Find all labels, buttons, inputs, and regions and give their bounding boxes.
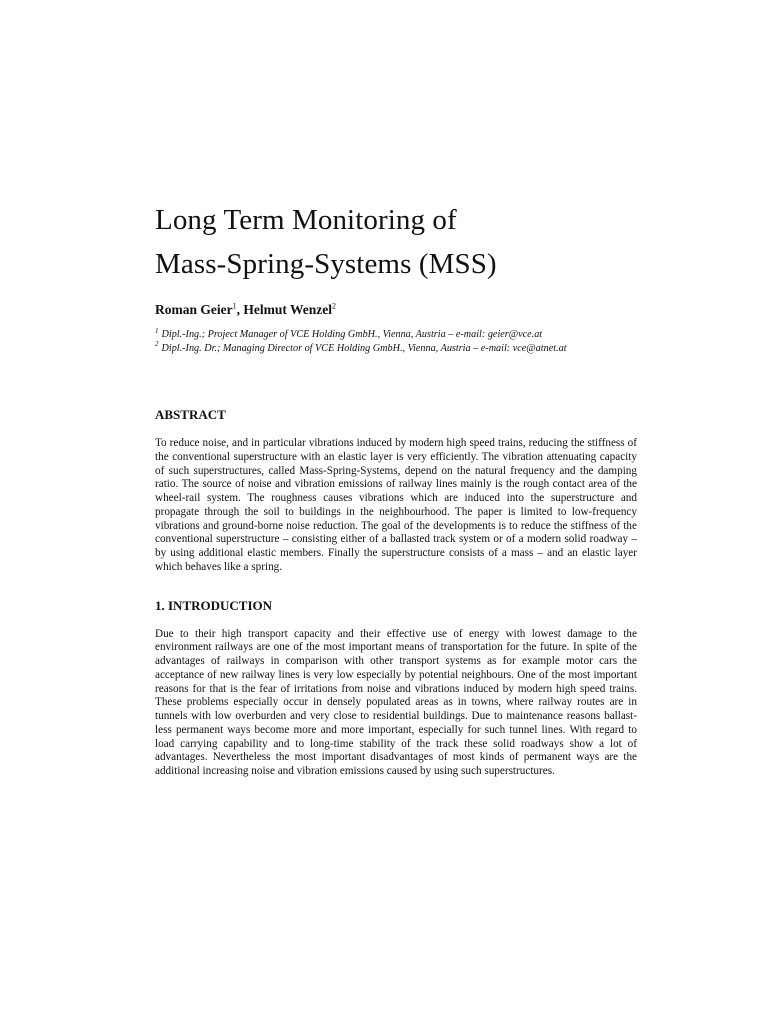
affiliation-item bbox=[155, 342, 637, 356]
author-name: Helmut Wenzel bbox=[243, 302, 332, 317]
author-affiliation-mark: 2 bbox=[331, 301, 336, 311]
affiliation-list bbox=[155, 328, 637, 355]
abstract-heading: ABSTRACT bbox=[155, 407, 226, 422]
affiliation-mark: 1 bbox=[155, 326, 159, 335]
paper-title bbox=[155, 198, 637, 286]
paper-page bbox=[155, 198, 637, 779]
author-list bbox=[155, 301, 637, 319]
author-name: Roman Geier bbox=[155, 302, 233, 317]
introduction-paragraph: Due to their high transport capacity and their effective use of energy with lowest damage to the environment railways are one of the most important means of transportation for the future. In spite of the advantages of railways in comparison with other transport systems as for example motor cars the acceptance of new railway lines is very low especially by potential neighbours. One of the most important reasons for that is the fear of irritations from noise and vibrations induced by modern high speed trains. These problems especially occur in densely populated areas as in towns, where railway routes are in tunnels with low overburden and very close to residential buildings. Due to maintenance reasons ballast-less permanent ways become more and more important, especially for such tunnel lines. With regard to load carrying capability and to long-time stability of the track these solid roadways show a lot of advantages. Nevertheless the most important disadvantages of most kinds of permanent ways are the additional increasing noise and vibration emissions caused by using such superstructures. bbox=[155, 627, 637, 777]
affiliation-mark: 2 bbox=[155, 340, 159, 349]
author-separator: , bbox=[236, 302, 244, 317]
title-line-2: Mass-Spring-Systems (MSS) bbox=[155, 248, 497, 280]
affiliation-text: Dipl.-Ing. Dr.; Managing Director of VCE Holding GmbH., Vienna, Austria – e-mail: vce@atnet.at bbox=[161, 342, 567, 354]
author-affiliation-mark: 1 bbox=[232, 301, 237, 311]
affiliation-text: Dipl.-Ing.; Project Manager of VCE Holding GmbH., Vienna, Austria – e-mail: geier@vce.at bbox=[161, 329, 543, 340]
abstract-paragraph: To reduce noise, and in particular vibrations induced by modern high speed trains, reducing the stiffness of the conventional superstructure with an elastic layer is very efficiently. The vibration attenuating capacity of such superstructures, called Mass-Spring-Systems, depend on the natural frequency and the damping ratio. The source of noise and vibration emissions of railway lines mainly is the rough contact area of the wheel-rail system. The roughness causes vibrations which are induced into the superstructure and propagate through the soil to buildings in the neighbourhood. The paper is limited to low-frequency vibrations and ground-borne noise reduction. The goal of the developments is to reduce the stiffness of the conventional superstructure – consisting either of a ballasted track system or of a modern solid roadway – by using additional elastic members. Finally the superstructure consists of a mass – and an elastic layer which behaves like a spring. bbox=[155, 437, 637, 573]
title-line-1: Long Term Monitoring of bbox=[155, 204, 457, 236]
introduction-heading: 1. INTRODUCTION bbox=[155, 597, 273, 613]
affiliation-item bbox=[155, 328, 637, 342]
